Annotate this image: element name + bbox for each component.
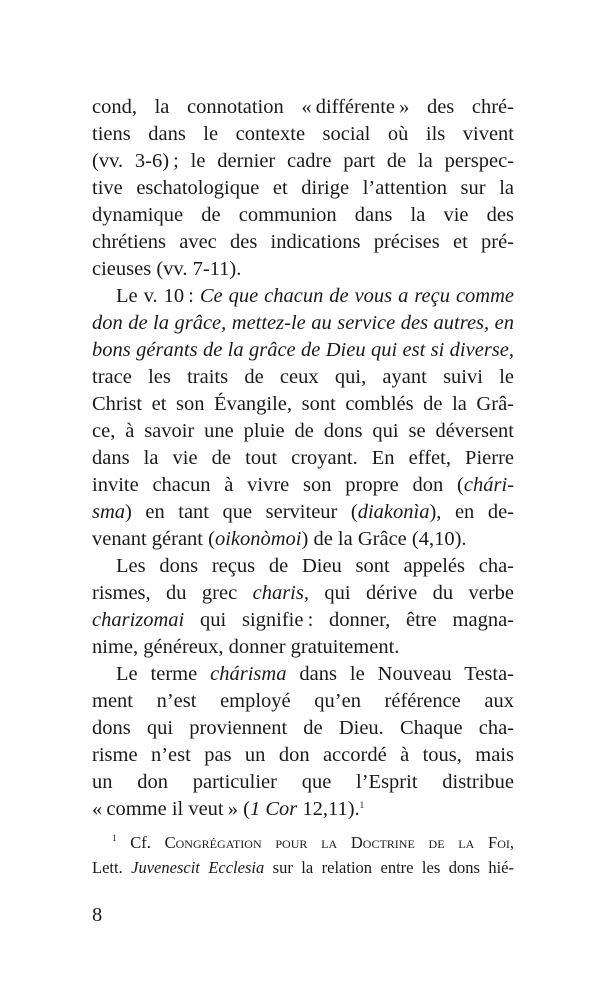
text-run: , qui dérive du verbe (303, 582, 514, 604)
text-run: dans le Nouveau Testa- (286, 663, 514, 685)
text-line: cieuses (vv. 7-11). (92, 258, 242, 280)
text-run: rismes, du grec (92, 582, 253, 604)
italic-citation: 1 Cor (249, 798, 298, 820)
text-run: sur la relation entre les dons hié- (264, 858, 514, 877)
paragraph-1 (92, 94, 514, 283)
text-line (92, 526, 514, 553)
text-line: dynamique de communion dans la vie des (92, 204, 514, 226)
italic-term: charis (252, 582, 304, 604)
text-line: Christ et son Évangile, sont comblés de la Grâ- (92, 393, 514, 415)
text-line: ce, à savoir une pluie de dons qui se déversent (92, 420, 514, 442)
small-caps-text: Congrégation pour la Doctrine de la Foi (164, 833, 510, 852)
text-line (92, 580, 514, 607)
text-run: « comme il veut » ( (92, 798, 250, 820)
italic-quote: don de la grâce, mettez-le au service des autres, en (92, 312, 514, 334)
italic-quote: Ce que chacun de vous a reçu comme (199, 285, 515, 307)
text-line: tive eschatologique et dirige l’attention sur la (92, 177, 514, 199)
text-line: chrétiens avec des indications précises et pré- (92, 231, 514, 253)
text-run: ) de la Grâce (4,10). (301, 528, 467, 550)
italic-title: Juvenescit Ecclesia (131, 858, 265, 877)
paragraph-4 (92, 661, 514, 823)
text-run: venant gérant ( (92, 528, 215, 550)
text-line: nime, généreux, donner gratuitement. (92, 636, 400, 658)
text-run: ) en tant que serviteur ( (125, 501, 358, 523)
italic-term: charizomai (92, 609, 185, 631)
text-run: Cf. (116, 833, 165, 852)
text-line (92, 661, 514, 688)
paragraph-3 (92, 553, 514, 661)
footnote-line (92, 855, 514, 880)
text-line (92, 310, 514, 337)
footnote-ref[interactable]: 1 (359, 800, 365, 810)
text-line: dans la vie de tout croyant. En effet, Pierre (92, 447, 514, 469)
italic-term: diakonìa (357, 501, 430, 523)
footnote-marker: 1 (112, 833, 117, 843)
text-line: ment n’est employé qu’en référence aux (92, 690, 514, 712)
italic-term: oikonòmoi (214, 528, 302, 550)
footnote (92, 830, 514, 880)
text-run: ), en de- (429, 501, 515, 523)
italic-quote: bons gérants de la grâce de Dieu qui est si diverse, (92, 339, 514, 361)
text-line: trace les traits de ceux qui, ayant suivi le (92, 366, 514, 388)
text-line: un don particulier que l’Esprit distribue (92, 771, 514, 793)
text-line: tiens dans le contexte social où ils vivent (92, 123, 514, 145)
text-line: cond, la connotation « différente » des chré- (92, 96, 514, 118)
body-text (92, 94, 514, 823)
text-line (92, 499, 514, 526)
paragraph-2 (92, 283, 514, 553)
text-line: (vv. 3-6) ; le dernier cadre part de la perspec- (92, 150, 514, 172)
text-line: Les dons reçus de Dieu sont appelés cha- (116, 555, 514, 577)
text-run: 12,11). (297, 798, 360, 820)
text-run: qui signifie : donner, être magna- (184, 609, 514, 631)
italic-term: chári- (463, 474, 514, 496)
text-run: Lett. (92, 858, 132, 877)
text-line (92, 283, 514, 310)
text-run: , (509, 833, 514, 852)
text-run: invite chacun à vivre son propre don ( (92, 474, 464, 496)
text-run: Le terme (116, 663, 211, 685)
italic-term: sma (92, 501, 126, 523)
italic-term: chárisma (210, 663, 287, 685)
text-line: dons qui proviennent de Dieu. Chaque cha- (92, 717, 514, 739)
text-run: Le v. 10 : (116, 285, 200, 307)
text-line (92, 472, 514, 499)
text-line (92, 337, 514, 364)
text-line: risme n’est pas un don accordé à tous, mais (92, 744, 514, 766)
footnote-line (92, 830, 514, 855)
text-line (92, 607, 514, 634)
text-line (92, 796, 514, 823)
page-number: 8 (92, 904, 103, 926)
